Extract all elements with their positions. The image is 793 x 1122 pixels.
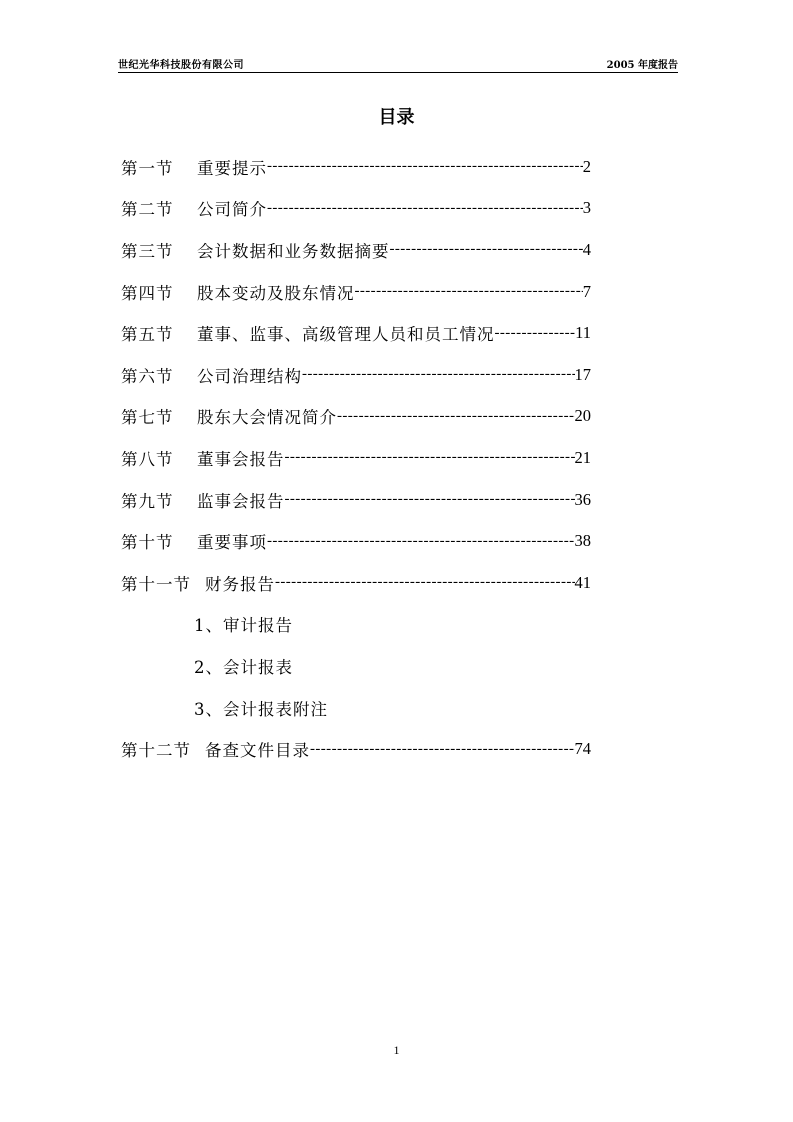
toc-page: 38	[574, 531, 591, 551]
toc-section: 第八节	[121, 449, 174, 469]
toc-page: 21	[574, 447, 591, 467]
toc-entry-2[interactable]	[121, 188, 591, 230]
toc-leader	[355, 283, 583, 300]
toc-title-text: 董事会报告	[197, 449, 285, 469]
toc-entry-6[interactable]	[121, 354, 591, 396]
toc-title-text: 公司简介	[197, 200, 267, 220]
toc-section: 第九节	[121, 491, 174, 511]
toc-page: 11	[575, 323, 591, 343]
toc-leader	[495, 325, 576, 342]
toc-entry-3[interactable]	[121, 229, 591, 271]
toc-title: 目录	[378, 107, 415, 128]
toc-page: 7	[582, 281, 591, 301]
toc-title-text: 股东大会情况简介	[197, 408, 337, 428]
toc-section: 第七节	[121, 408, 174, 428]
toc-page: 3	[582, 198, 591, 218]
toc-title-text: 备查文件目录	[205, 741, 310, 761]
toc-title-text: 监事会报告	[197, 491, 285, 511]
toc-title-text: 董事、监事、高级管理人员和员工情况	[197, 325, 495, 345]
toc-page: 36	[574, 489, 591, 509]
toc-entry-11[interactable]	[121, 562, 591, 604]
toc-title-text: 重要提示	[197, 158, 267, 178]
toc-entry-12[interactable]	[121, 728, 591, 770]
toc-entry-10[interactable]	[121, 520, 591, 562]
toc-entry-5[interactable]	[121, 312, 591, 354]
toc-entry-8[interactable]	[121, 437, 591, 479]
toc-leader	[285, 449, 575, 466]
toc-leader	[275, 574, 575, 591]
toc-section: 第十节	[121, 533, 174, 553]
table-of-contents	[121, 146, 591, 770]
header-report-title: 2005 年度报告	[606, 60, 678, 71]
toc-entry-7[interactable]	[121, 396, 591, 438]
toc-page: 20	[574, 406, 591, 426]
toc-section: 第十二节	[121, 741, 191, 761]
toc-page: 4	[582, 239, 591, 259]
toc-section: 第一节	[121, 158, 174, 178]
toc-title-text: 公司治理结构	[197, 366, 302, 386]
toc-subitem-2[interactable]: 2、会计报表	[194, 657, 293, 677]
toc-page: 74	[574, 739, 591, 759]
toc-leader	[267, 158, 583, 175]
toc-leader	[310, 741, 575, 758]
toc-page: 17	[574, 364, 591, 384]
toc-title-text: 股本变动及股东情况	[197, 283, 355, 303]
toc-page: 41	[574, 572, 591, 592]
page-number: 1	[393, 1043, 400, 1057]
toc-leader	[267, 533, 575, 550]
toc-section: 第五节	[121, 325, 174, 345]
toc-section: 第六节	[121, 366, 174, 386]
toc-entry-9[interactable]	[121, 479, 591, 521]
toc-page: 2	[582, 156, 591, 176]
toc-title-text: 会计数据和业务数据摘要	[197, 241, 390, 261]
toc-section: 第二节	[121, 200, 174, 220]
toc-section: 第三节	[121, 241, 174, 261]
toc-leader	[337, 408, 575, 425]
toc-leader	[285, 491, 575, 508]
toc-leader	[390, 241, 583, 258]
toc-entry-1[interactable]	[121, 146, 591, 188]
toc-title-text: 重要事项	[197, 533, 267, 553]
toc-subitem-1[interactable]: 1、审计报告	[194, 616, 293, 636]
toc-entry-4[interactable]	[121, 271, 591, 313]
header-company: 世纪光华科技股份有限公司	[118, 60, 244, 71]
toc-subitem-3[interactable]: 3、会计报表附注	[194, 699, 328, 719]
toc-leader	[267, 200, 583, 217]
toc-section: 第四节	[121, 283, 174, 303]
page-header	[118, 56, 678, 73]
toc-title-text: 财务报告	[205, 574, 275, 594]
toc-section: 第十一节	[121, 574, 191, 594]
toc-leader	[302, 366, 575, 383]
